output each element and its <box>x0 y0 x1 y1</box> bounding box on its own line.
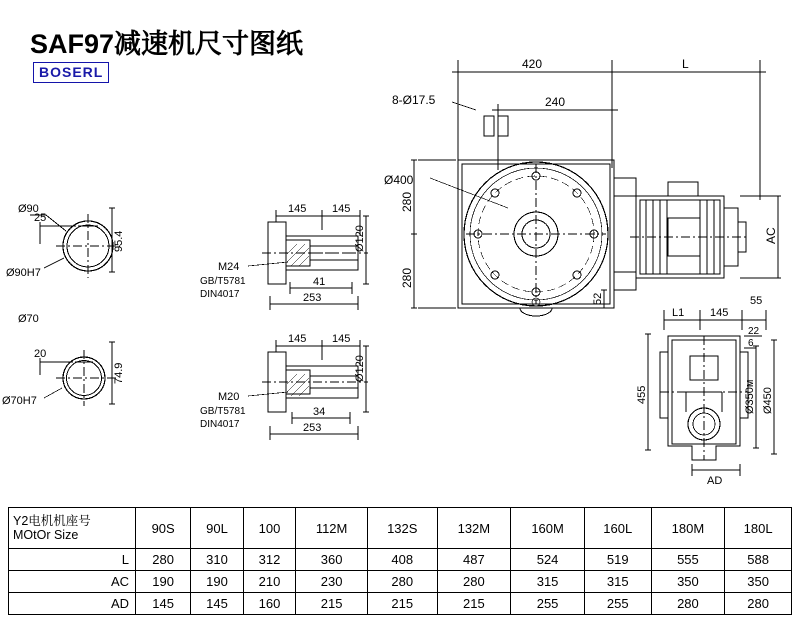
table-corner-header <box>9 508 136 549</box>
label-dim-280-upper: 280 <box>400 191 414 212</box>
table-row <box>9 593 792 615</box>
label-lower-height: 74.9 <box>113 362 125 384</box>
table-cell: 350 <box>651 571 725 593</box>
label-dim-455: 455 <box>636 385 648 404</box>
label-dim-240: 240 <box>545 95 566 109</box>
table-cell: 215 <box>296 593 368 615</box>
label-upper-std2: DIN4017 <box>200 289 240 300</box>
column-header: 90S <box>136 508 191 549</box>
table-cell: 360 <box>296 549 368 571</box>
label-flange-dia: Ø400 <box>384 173 414 187</box>
row-label: AD <box>9 593 136 615</box>
table-cell: 160 <box>243 593 295 615</box>
label-dim-420: 420 <box>522 57 543 71</box>
label-dim-L1: L1 <box>672 307 685 319</box>
label-dim-280-lower: 280 <box>400 267 414 288</box>
table-header-row <box>9 508 792 549</box>
spec-table <box>8 507 792 615</box>
label-lower-diameter: Ø120 <box>354 355 366 382</box>
label-lower-std2: DIN4017 <box>200 419 240 430</box>
label-lower-dim-a: 145 <box>288 333 307 345</box>
label-upper-thread: M24 <box>218 261 240 273</box>
table-cell: 315 <box>584 571 651 593</box>
table-cell: 190 <box>191 571 243 593</box>
label-upper-height: 95.4 <box>113 230 125 252</box>
column-header: 180M <box>651 508 725 549</box>
label-dia-350: Ø350м <box>744 379 756 414</box>
table-cell: 555 <box>651 549 725 571</box>
page-title: SAF97减速机尺寸图纸 <box>30 29 304 59</box>
label-lower-key-width: 20 <box>34 348 47 360</box>
row-label: AC <box>9 571 136 593</box>
column-header: 100 <box>243 508 295 549</box>
column-header: 160M <box>511 508 585 549</box>
label-dia-450: Ø450 <box>762 387 774 414</box>
label-lower-std1: GB/T5781 <box>200 406 246 417</box>
label-dim-52: 52 <box>592 292 604 305</box>
corner-label-line2: MOtOr Size <box>13 528 79 542</box>
row-label: L <box>9 549 136 571</box>
column-header: 90L <box>191 508 243 549</box>
table-cell: 310 <box>191 549 243 571</box>
label-dim-AC: AC <box>764 227 778 244</box>
table-row <box>9 549 792 571</box>
column-header: 132M <box>437 508 511 549</box>
table-cell: 255 <box>584 593 651 615</box>
label-dim-L: L <box>682 57 689 71</box>
table-cell: 280 <box>437 571 511 593</box>
column-header: 112M <box>296 508 368 549</box>
table-cell: 215 <box>368 593 437 615</box>
table-cell: 190 <box>136 571 191 593</box>
table-cell: 280 <box>651 593 725 615</box>
label-upper-dim-a: 145 <box>288 203 307 215</box>
table-cell: 487 <box>437 549 511 571</box>
label-upper-dim-b: 145 <box>332 203 351 215</box>
label-dim-55: 55 <box>750 295 763 307</box>
table-cell: 280 <box>368 571 437 593</box>
table-cell: 210 <box>243 571 295 593</box>
corner-label-line1: Y2电机机座号 <box>13 513 91 528</box>
table-cell: 145 <box>136 593 191 615</box>
table-cell: 408 <box>368 549 437 571</box>
label-dim-6: 6 <box>748 338 754 349</box>
table-cell: 215 <box>437 593 511 615</box>
table-cell: 588 <box>725 549 792 571</box>
table-cell: 280 <box>725 593 792 615</box>
column-header: 160L <box>584 508 651 549</box>
label-lower-shaft-outer: Ø70 <box>18 313 39 325</box>
table-cell: 350 <box>725 571 792 593</box>
table-cell: 519 <box>584 549 651 571</box>
label-bolt-note: 8-Ø17.5 <box>392 93 436 107</box>
table-cell: 524 <box>511 549 585 571</box>
column-header: 132S <box>368 508 437 549</box>
label-upper-dim-41: 41 <box>313 276 326 288</box>
brand-badge: BOSERL <box>33 62 109 83</box>
table-cell: 312 <box>243 549 295 571</box>
column-header: 180L <box>725 508 792 549</box>
label-lower-bore: Ø70H7 <box>2 395 37 407</box>
label-dim-AD: AD <box>707 475 723 487</box>
label-upper-std1: GB/T5781 <box>200 276 246 287</box>
table-row <box>9 571 792 593</box>
table-cell: 230 <box>296 571 368 593</box>
table-cell: 145 <box>191 593 243 615</box>
label-dim-145: 145 <box>710 307 729 319</box>
label-lower-dim-b: 145 <box>332 333 351 345</box>
table-cell: 280 <box>136 549 191 571</box>
label-dim-22: 22 <box>748 326 760 337</box>
label-lower-dim-253: 253 <box>303 422 322 434</box>
table-cell: 255 <box>511 593 585 615</box>
label-upper-key-width: 25 <box>34 212 47 224</box>
label-upper-shaft-outer: Ø90 <box>18 203 39 215</box>
table-cell: 315 <box>511 571 585 593</box>
label-lower-thread: M20 <box>218 391 240 403</box>
label-upper-bore: Ø90H7 <box>6 267 41 279</box>
label-lower-dim-34: 34 <box>313 406 326 418</box>
label-upper-dim-253: 253 <box>303 292 322 304</box>
label-upper-diameter: Ø120 <box>354 225 366 252</box>
